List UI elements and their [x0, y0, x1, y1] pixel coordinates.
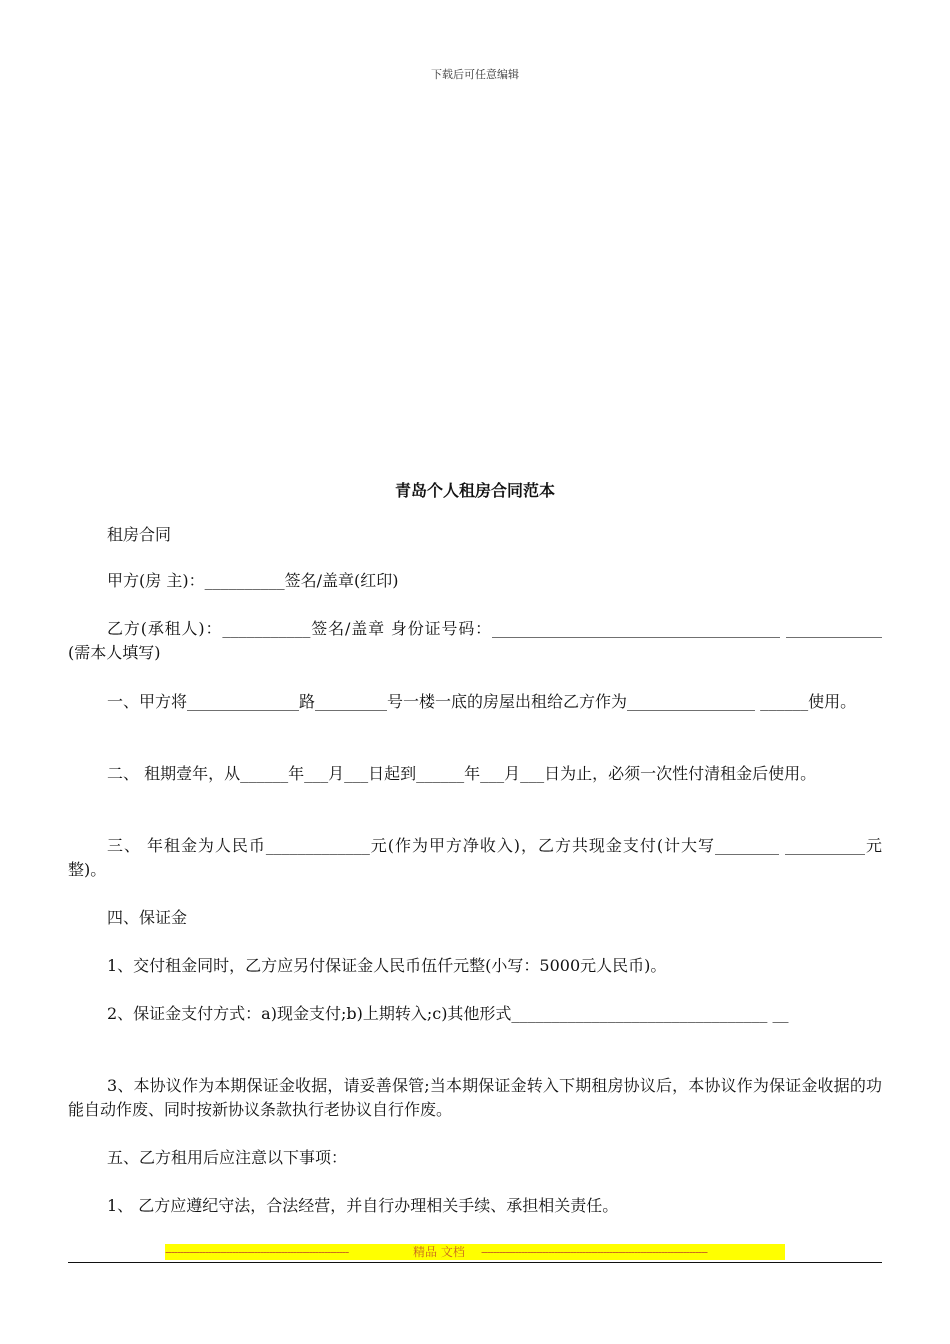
paragraph-clause-2: 二、 租期壹年，从______年___月___日起到______年___月___日为止，必须一次性付清租金后使用。 [107, 764, 817, 783]
paragraph-contract-label: 租房合同 [107, 525, 172, 544]
paragraph-deposit-2: 2、保证金支付方式：a)现金支付;b)上期转入;c)其他形式________________________________ __ [107, 1004, 789, 1023]
paragraph-clause-3: 三、 年租金为人民币_____________元(作为甲方净收入)，乙方共现金支付(计大写________ __________元整)。 [68, 836, 882, 879]
header-note: 下载后可任意编辑 [431, 68, 519, 81]
document-title: 青岛个人租房合同范本 [394, 481, 555, 500]
paragraph-deposit-heading: 四、保证金 [107, 908, 188, 927]
paragraph-party-b: 乙方(承租人)：___________签名/盖章 身份证号码：____________________________________ ____________(需本人填写) [68, 619, 882, 662]
footer-rule [68, 1262, 882, 1263]
footer-dashes-right: -------------------------------------------------------------------------- [481, 1245, 708, 1259]
paragraph-clause-1: 一、甲方将______________路_________号一楼一底的房屋出租给乙方作为________________ ______使用。 [107, 692, 857, 711]
footer-label: 精品 文档 [413, 1245, 465, 1259]
paragraph-party-a: 甲方(房 主)：__________签名/盖章(红印) [107, 571, 399, 590]
paragraph-deposit-1: 1、交付租金同时，乙方应另付保证金人民币伍仟元整(小写：5000元人民币)。 [107, 956, 667, 975]
footer-highlight-band [165, 1244, 785, 1260]
paragraph-deposit-3: 3、本协议作为本期保证金收据，请妥善保管;当本期保证金转入下期租房协议后，本协议作为保证金收据的功能自动作废、同时按新协议条款执行老协议自行作废。 [68, 1076, 882, 1119]
footer-dashes-left: ------------------------------------------------------------ [165, 1245, 349, 1259]
paragraph-notes-1: 1、 乙方应遵纪守法，合法经营，并自行办理相关手续、承担相关责任。 [107, 1196, 619, 1215]
paragraph-notes-heading: 五、乙方租用后应注意以下事项： [107, 1148, 348, 1167]
